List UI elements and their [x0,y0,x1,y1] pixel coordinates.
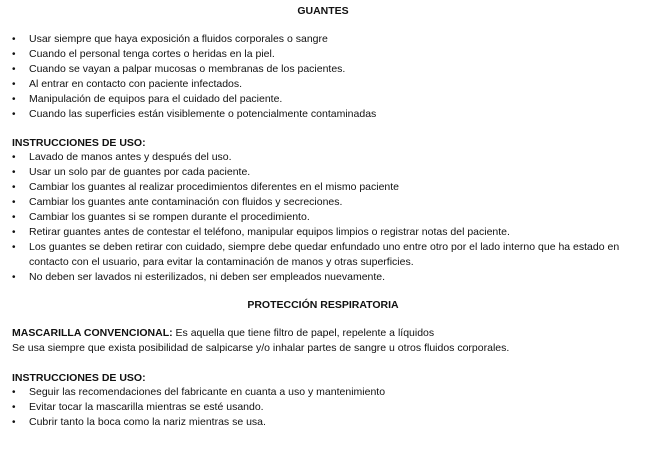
list-item: • Lavado de manos antes y después del uso. [12,150,629,165]
list-item: • Evitar tocar la mascarilla mientras se esté usando. [12,400,385,415]
list-item: • No deben ser lavados ni esterilizados, ni deben ser empleados nuevamente. [12,270,629,285]
list-item: • Cambiar los guantes al realizar procedimientos diferentes en el mismo paciente [12,180,629,195]
respiratory-instructions-list [12,385,385,430]
list-item: • Cambiar los guantes si se rompen durante el procedimiento. [12,210,629,225]
list-item: • Retirar guantes antes de contestar el teléfono, manipular equipos limpios o registrar notas del paciente. [12,225,629,240]
list-item: • Los guantes se deben retirar con cuidado, siempre debe quedar enfundado uno entre otro por el lado interno que ha estado en contacto con el usuario, para evitar la contaminación de manos y otras superficies. [12,240,629,270]
mask-definition: Es aquella que tiene filtro de papel, repelente a líquidos [175,327,435,339]
list-item: • Usar siempre que haya exposición a fluidos corporales o sangre [12,32,376,47]
list-item: • Cuando se vayan a palpar mucosas o membranas de los pacientes. [12,62,376,77]
respiratory-instructions-heading: INSTRUCCIONES DE USO: [12,372,146,384]
mask-label: MASCARILLA CONVENCIONAL: [12,327,173,339]
gloves-instructions-heading: INSTRUCCIONES DE USO: [12,137,146,149]
mask-usage: Se usa siempre que exista posibilidad de salpicarse y/o inhalar partes de sangre u otros fluidos corporales. [12,342,510,354]
list-item: • Cuando las superficies están visiblemente o potencialmente contaminadas [12,107,376,122]
list-item: • Seguir las recomendaciones del fabricante en cuanta a uso y mantenimiento [12,385,385,400]
gloves-instructions-list [12,150,629,285]
list-item: • Cambiar los guantes ante contaminación con fluidos y secreciones. [12,195,629,210]
respiratory-title: PROTECCIÓN RESPIRATORIA [247,299,399,311]
list-item: • Al entrar en contacto con paciente infectados. [12,77,376,92]
list-item: • Cubrir tanto la boca como la nariz mientras se usa. [12,415,385,430]
gloves-usage-list [12,32,376,122]
list-item: • Cuando el personal tenga cortes o heridas en la piel. [12,47,376,62]
mask-definition-line [12,326,434,341]
list-item: • Manipulación de equipos para el cuidado del paciente. [12,92,376,107]
gloves-title: GUANTES [297,5,349,17]
list-item: • Usar un solo par de guantes por cada paciente. [12,165,629,180]
